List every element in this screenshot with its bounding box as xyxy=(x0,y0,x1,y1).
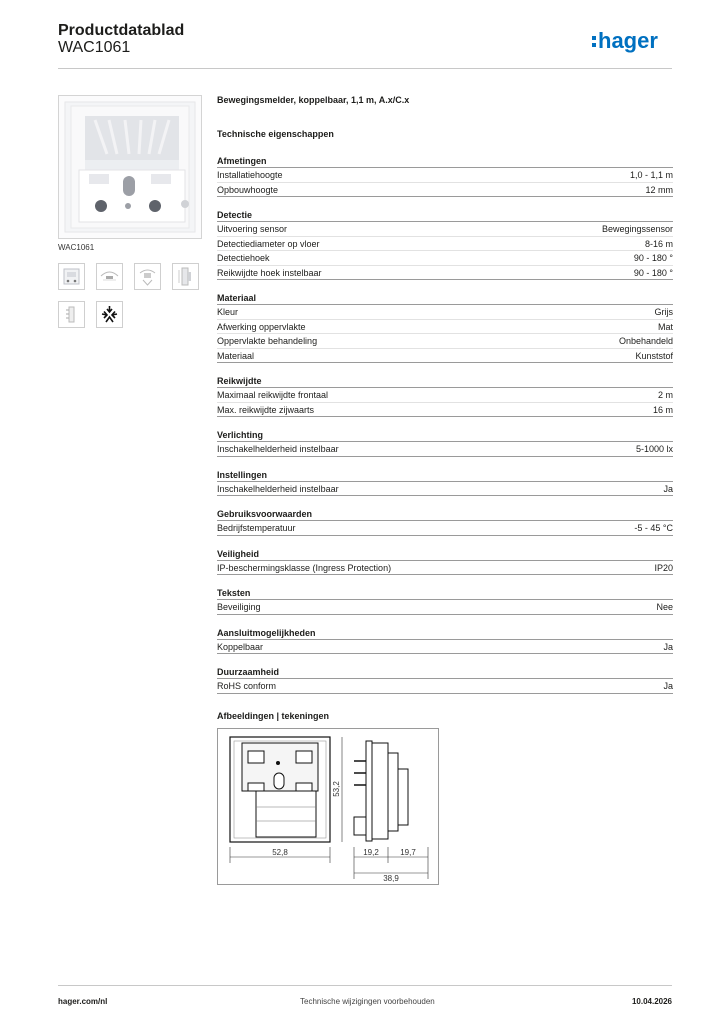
spec-row xyxy=(217,482,673,497)
product-code-caption: WAC1061 xyxy=(58,243,95,252)
spec-row xyxy=(217,388,673,403)
spec-section-title: Verlichting xyxy=(217,429,673,442)
spec-content xyxy=(217,95,673,694)
spec-label: Koppelbaar xyxy=(217,641,264,652)
dim-front-width: 52,8 xyxy=(272,848,288,857)
spec-row xyxy=(217,320,673,335)
product-code-heading: WAC1061 xyxy=(58,39,131,56)
spec-section-title: Veiligheid xyxy=(217,548,673,561)
spec-label: Installatiehoogte xyxy=(217,170,283,180)
page-title: Productdatablad xyxy=(58,22,185,39)
spec-label: Afwerking oppervlakte xyxy=(217,321,306,332)
spec-value: 90 - 180 ° xyxy=(633,267,673,278)
spec-label: RoHS conform xyxy=(217,681,277,691)
spec-label: Uitvoering sensor xyxy=(217,224,288,234)
spec-label: Opbouwhoogte xyxy=(217,184,279,195)
spec-label: Beveiliging xyxy=(217,602,261,612)
header-divider xyxy=(58,68,672,69)
spec-label: Kleur xyxy=(217,307,239,317)
spec-label: Inschakelhelderheid instelbaar xyxy=(217,444,339,454)
spec-section-title: Duurzaamheid xyxy=(217,666,673,679)
spec-row xyxy=(217,251,673,266)
spec-section xyxy=(217,375,673,417)
footer-divider xyxy=(58,985,672,986)
brand-text: hager xyxy=(598,28,658,53)
dim-side-a: 19,2 xyxy=(363,848,379,857)
spec-section-title: Detectie xyxy=(217,209,673,222)
thumbnail-pictogram[interactable] xyxy=(96,301,123,328)
spec-value: 1,0 - 1,1 m xyxy=(629,170,673,180)
spec-label: Oppervlakte behandeling xyxy=(217,336,318,346)
spec-label: Reikwijdte hoek instelbaar xyxy=(217,267,322,278)
spec-value: 16 m xyxy=(652,404,673,415)
spec-row xyxy=(217,521,673,536)
spec-value: 5-1000 lx xyxy=(635,444,673,454)
spec-value: -5 - 45 °C xyxy=(634,523,673,533)
spec-row xyxy=(217,442,673,457)
spec-row xyxy=(217,600,673,615)
spec-section-title: Reikwijdte xyxy=(217,375,673,388)
spec-value: IP20 xyxy=(654,562,673,573)
spec-section-title: Afmetingen xyxy=(217,155,673,168)
dim-height: 53,2 xyxy=(332,781,341,797)
product-image xyxy=(58,95,202,239)
spec-section xyxy=(217,627,673,655)
spec-section xyxy=(217,587,673,615)
spec-value: Grijs xyxy=(654,307,673,317)
spec-section-title: Aansluitmogelijkheden xyxy=(217,627,673,640)
spec-label: Detectiediameter op vloer xyxy=(217,238,320,249)
spec-section xyxy=(217,548,673,576)
spec-value: 12 mm xyxy=(645,184,673,195)
footer-website-link[interactable]: hager.com/nl xyxy=(58,997,108,1006)
thumbnail-detection-zones[interactable] xyxy=(134,263,161,290)
spec-row xyxy=(217,561,673,576)
hager-logo[interactable] xyxy=(590,27,678,57)
dim-side-total: 38,9 xyxy=(383,874,399,883)
spec-row xyxy=(217,237,673,252)
spec-row xyxy=(217,334,673,349)
tech-properties-title: Technische eigenschappen xyxy=(217,129,334,139)
spec-row xyxy=(217,168,673,183)
spec-section xyxy=(217,292,673,363)
spec-row xyxy=(217,403,673,418)
spec-value: Kunststof xyxy=(635,350,673,361)
spec-label: Inschakelhelderheid instelbaar xyxy=(217,483,339,494)
spec-section xyxy=(217,155,673,197)
spec-value: Bewegingssensor xyxy=(601,224,673,234)
footer-date: 10.04.2026 xyxy=(631,997,672,1006)
thumbnail-detection-top[interactable] xyxy=(96,263,123,290)
spec-sections xyxy=(217,155,673,694)
spec-row xyxy=(217,679,673,694)
thumbnail-wiring[interactable] xyxy=(58,301,85,328)
spec-section xyxy=(217,209,673,280)
product-name: Bewegingsmelder, koppelbaar, 1,1 m, A.x/C.x xyxy=(217,95,410,105)
spec-value: Mat xyxy=(657,321,673,332)
footer-disclaimer: Technische wijzigingen voorbehouden xyxy=(300,997,435,1006)
spec-section xyxy=(217,666,673,694)
spec-value: 90 - 180 ° xyxy=(633,253,673,263)
spec-label: Materiaal xyxy=(217,350,255,361)
spec-row xyxy=(217,183,673,198)
spec-row xyxy=(217,305,673,320)
spec-label: Max. reikwijdte zijwaarts xyxy=(217,404,315,415)
spec-section xyxy=(217,429,673,457)
technical-drawing xyxy=(217,728,439,885)
spec-label: Bedrijfstemperatuur xyxy=(217,523,296,533)
spec-value: 2 m xyxy=(657,390,673,400)
spec-value: Nee xyxy=(656,602,673,612)
spec-section-title: Gebruiksvoorwaarden xyxy=(217,508,673,521)
spec-section-title: Instellingen xyxy=(217,469,673,482)
thumbnail-front-view[interactable] xyxy=(58,263,85,290)
spec-section xyxy=(217,508,673,536)
dim-side-b: 19,7 xyxy=(400,848,416,857)
spec-value: Ja xyxy=(663,681,673,691)
spec-value: Ja xyxy=(663,641,673,652)
spec-section xyxy=(217,469,673,497)
spec-section-title: Materiaal xyxy=(217,292,673,305)
spec-row xyxy=(217,349,673,364)
spec-value: Ja xyxy=(663,483,673,494)
spec-value: Onbehandeld xyxy=(618,336,673,346)
spec-row xyxy=(217,640,673,655)
spec-label: Detectiehoek xyxy=(217,253,270,263)
spec-row xyxy=(217,222,673,237)
spec-section-title: Teksten xyxy=(217,587,673,600)
spec-value: 8-16 m xyxy=(644,238,673,249)
spec-label: Maximaal reikwijdte frontaal xyxy=(217,390,329,400)
spec-label: IP-beschermingsklasse (Ingress Protection) xyxy=(217,562,392,573)
spec-row xyxy=(217,266,673,281)
drawings-title: Afbeeldingen | tekeningen xyxy=(217,711,330,721)
thumbnail-side-view[interactable] xyxy=(172,263,199,290)
